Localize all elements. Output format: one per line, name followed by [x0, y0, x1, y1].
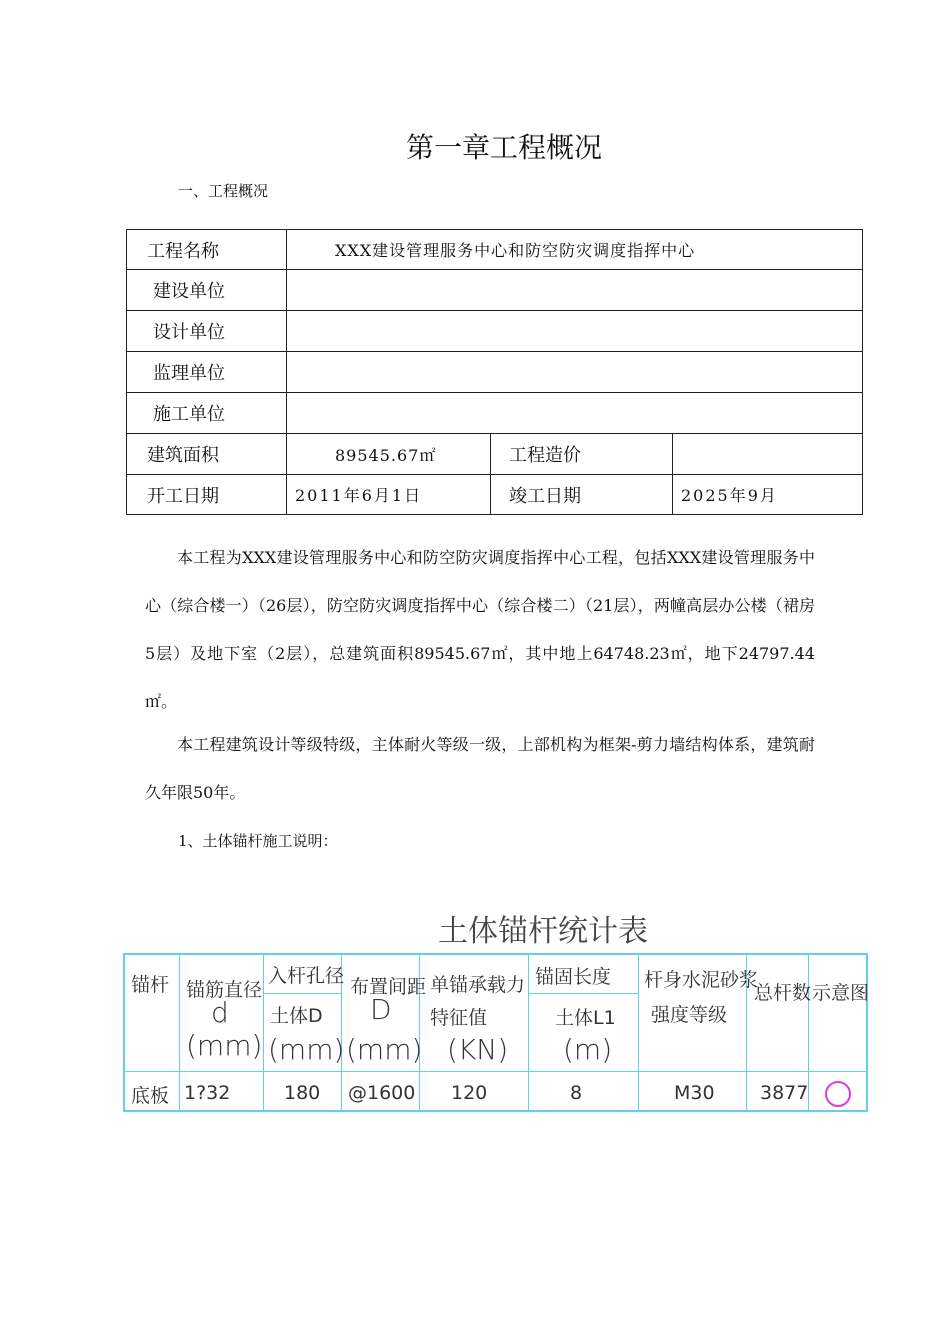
header-anchor-length: 锚固长度 [535, 966, 612, 988]
overview-paragraph: 本工程为XXX建设管理服务中心和防空防灾调度指挥中心工程，包括XXX建设管理服务中心（综合楼一）（26层），防空防灾调度指挥中心（综合楼二）（21层），两幢高层办公楼（裙房5层）及地下室（2层），总建筑面积89545.67㎡，其中地上64748.23㎡，地下24797.44㎡。 [145, 548, 815, 711]
finish-date-label: 竣工日期 [491, 475, 673, 515]
table-border-top [123, 953, 868, 955]
supervisor-label: 监理单位 [127, 352, 287, 393]
cell-anchor-length: 8 [570, 1082, 583, 1104]
project-name-value: XXX建设管理服务中心和防空防灾调度指挥中心 [287, 230, 863, 270]
table-divider [179, 953, 180, 1112]
table-divider [528, 993, 638, 994]
header-bar-diameter: 锚筋直径 [186, 979, 263, 1001]
cell-hole-diameter: 180 [284, 1082, 321, 1104]
header-total: 总杆数 [754, 982, 812, 1004]
header-capacity-line2: 特征值 [430, 1007, 488, 1029]
header-bar-diameter-symbol: d [211, 996, 229, 1029]
builder-label: 建设单位 [127, 270, 287, 311]
header-hole-diameter-sub: 土体D [270, 1005, 323, 1027]
header-bar-diameter-unit: (mm) [186, 1029, 263, 1062]
header-diagram: 示意图 [812, 982, 870, 1004]
header-hole-diameter-unit: (mm) [268, 1033, 345, 1066]
cell-bar-diameter: 1?32 [184, 1082, 231, 1104]
table-divider [263, 953, 264, 1112]
project-name-label: 工程名称 [127, 230, 287, 270]
designer-label: 设计单位 [127, 311, 287, 352]
table-divider [638, 953, 639, 1112]
header-anchor: 锚杆 [131, 974, 170, 996]
chapter-title: 第一章工程概况 [405, 131, 602, 164]
start-date-value: 2011年6月1日 [287, 475, 491, 515]
header-capacity-line1: 单锚承载力 [430, 974, 526, 996]
anchor-table-title: 土体锚杆统计表 [438, 914, 648, 949]
cost-label: 工程造价 [491, 434, 673, 475]
header-spacing-symbol: D [370, 993, 392, 1026]
finish-date-value: 2025年9月 [673, 475, 863, 515]
header-capacity-unit: (KN) [447, 1033, 509, 1066]
cell-anchor: 底板 [131, 1085, 170, 1107]
header-hole-diameter: 入杆孔径 [268, 965, 345, 987]
header-spacing-unit: (mm) [346, 1033, 423, 1066]
start-date-label: 开工日期 [127, 475, 287, 515]
header-spacing: 布置间距 [350, 976, 427, 998]
contractor-label: 施工单位 [127, 393, 287, 434]
header-anchor-length-unit: (m) [563, 1033, 613, 1066]
area-value: 89545.67㎡ [287, 434, 491, 475]
subsection-heading: 1、土体锚杆施工说明： [178, 832, 338, 850]
header-grout-line1: 杆身水泥砂浆 [644, 969, 759, 991]
table-divider [263, 993, 341, 994]
cell-capacity: 120 [451, 1082, 488, 1104]
design-paragraph: 本工程建筑设计等级特级，主体耐火等级一级，上部机构为框架-剪力墙结构体系，建筑耐久年限50年。 [145, 735, 815, 802]
cell-spacing: @1600 [348, 1082, 416, 1104]
cell-total: 3877 [760, 1082, 809, 1104]
table-divider [123, 1071, 868, 1072]
header-grout-line2: 强度等级 [651, 1004, 728, 1026]
header-anchor-length-sub: 土体L1 [555, 1007, 616, 1029]
section-heading: 一、工程概况 [178, 182, 269, 200]
table-border-bottom [123, 1110, 868, 1112]
diagram-circle-icon [825, 1081, 851, 1107]
table-border-right [866, 953, 868, 1112]
cell-grout: M30 [674, 1082, 715, 1104]
table-border-left [123, 953, 125, 1112]
area-label: 建筑面积 [127, 434, 287, 475]
table-divider [528, 953, 529, 1112]
